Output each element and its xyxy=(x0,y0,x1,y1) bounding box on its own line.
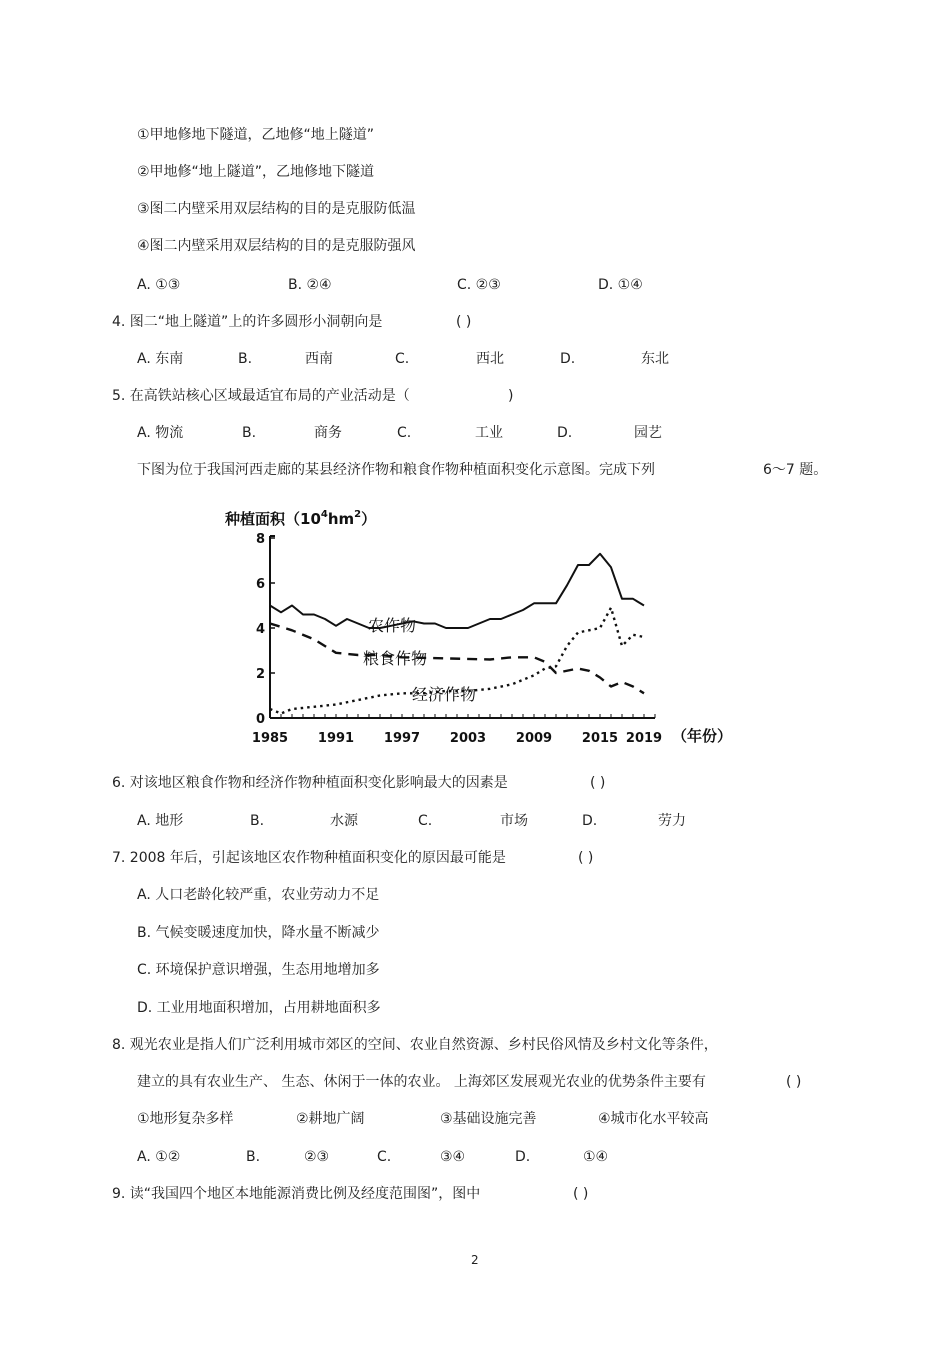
q6-answer-blank: ( ) xyxy=(590,775,606,791)
y-tick-label: 0 xyxy=(256,712,266,727)
q8-item-2: ②耕地广阔 xyxy=(296,1111,365,1127)
series-label-3: 经济作物 xyxy=(412,685,477,704)
statement-4: ④图二内壁采用双层结构的目的是克服防强风 xyxy=(137,238,416,254)
chart-intro-questions: 6～7 题。 xyxy=(763,462,828,478)
q6-option-c-letter: C. xyxy=(418,813,433,829)
q6-option-d-text: 劳力 xyxy=(658,813,686,829)
x-tick-label: 2009 xyxy=(515,731,553,746)
y-axis-label: 种植面积$(10^4hm^2)$ xyxy=(225,509,377,528)
x-tick-label: 1991 xyxy=(317,731,355,746)
q7-stem: 7. 2008 年后，引起该地区农作物种植面积变化的原因最可能是 xyxy=(112,850,506,866)
q8-stem-continued: 建立的具有农业生产、 生态、休闲于一体的农业。 上海郊区发展观光农业的优势条件主要有 xyxy=(137,1074,706,1090)
q5-option-c-text: 工业 xyxy=(475,425,503,441)
q3-option-c: C. ②③ xyxy=(457,277,501,293)
x-tick-label: 1985 xyxy=(251,731,289,746)
series-label-2: 粮食作物 xyxy=(363,649,428,668)
q8-answer-blank: ( ) xyxy=(786,1074,802,1090)
x-tick-label: 2019 xyxy=(625,731,663,746)
y-tick-label: 2 xyxy=(256,667,266,682)
q5-stem: 5. 在高铁站核心区域最适宜布局的产业活动是（ xyxy=(112,388,410,404)
q8-option-b-letter: B. xyxy=(246,1149,261,1165)
q4-option-b-text: 西南 xyxy=(305,351,333,367)
q7-option-c: C. 环境保护意识增强，生态用地增加多 xyxy=(137,962,380,978)
q3-option-b: B. ②④ xyxy=(288,277,332,293)
y-tick-label: 6 xyxy=(256,577,266,592)
planting-area-chart xyxy=(215,500,745,760)
x-tick-label: 2015 xyxy=(581,731,619,746)
chart-intro: 下图为位于我国河西走廊的某县经济作物和粮食作物种植面积变化示意图。完成下列 xyxy=(137,462,655,478)
q5-option-b-letter: B. xyxy=(242,425,257,441)
y-tick-label: 4 xyxy=(256,622,266,637)
q7-option-d: D. 工业用地面积增加，占用耕地面积多 xyxy=(137,1000,381,1016)
q3-option-d: D. ①④ xyxy=(598,277,643,293)
q8-item-3: ③基础设施完善 xyxy=(440,1111,537,1127)
q8-option-b-text: ②③ xyxy=(304,1149,330,1165)
q6-option-d-letter: D. xyxy=(582,813,598,829)
x-tick-label: 1997 xyxy=(383,731,421,746)
q4-option-b-letter: B. xyxy=(238,351,253,367)
q4-option-c-text: 西北 xyxy=(476,351,504,367)
q3-option-a: A. ①③ xyxy=(137,277,181,293)
statement-2: ②甲地修“地上隧道”，乙地修地下隧道 xyxy=(137,164,375,180)
q5-answer-blank: ) xyxy=(508,388,514,404)
page-number: 2 xyxy=(471,1253,479,1267)
q5-option-c-letter: C. xyxy=(397,425,412,441)
q8-stem: 8. 观光农业是指人们广泛利用城市郊区的空间、农业自然资源、乡村民俗风情及乡村文化等条件， xyxy=(112,1037,718,1053)
statement-3: ③图二内壁采用双层结构的目的是克服防低温 xyxy=(137,201,416,217)
q6-option-c-text: 市场 xyxy=(500,813,528,829)
q4-option-d-letter: D. xyxy=(560,351,576,367)
q7-option-b: B. 气候变暖速度加快，降水量不断减少 xyxy=(137,925,380,941)
q8-option-c-text: ③④ xyxy=(440,1149,466,1165)
series-line-1 xyxy=(270,554,644,628)
q4-option-a: A. 东南 xyxy=(137,351,184,367)
q5-option-b-text: 商务 xyxy=(314,425,342,441)
q4-option-d-text: 东北 xyxy=(641,351,669,367)
q8-item-1: ①地形复杂多样 xyxy=(137,1111,234,1127)
q9-stem: 9. 读“我国四个地区本地能源消费比例及经度范围图”，图中 xyxy=(112,1186,481,1202)
x-tick-label: 2003 xyxy=(449,731,487,746)
q5-option-a: A. 物流 xyxy=(137,425,184,441)
q7-option-a: A. 人口老龄化较严重，农业劳动力不足 xyxy=(137,887,380,903)
q7-answer-blank: ( ) xyxy=(578,850,594,866)
q4-answer-blank: ( ) xyxy=(456,314,472,330)
series-line-2 xyxy=(270,624,644,694)
q5-option-d-text: 园艺 xyxy=(634,425,662,441)
q6-stem: 6. 对该地区粮食作物和经济作物种植面积变化影响最大的因素是 xyxy=(112,775,508,791)
q8-item-4: ④城市化水平较高 xyxy=(598,1111,709,1127)
q8-option-a: A. ①② xyxy=(137,1149,181,1165)
q8-option-d-text: ①④ xyxy=(583,1149,609,1165)
y-tick-label: 8 xyxy=(256,532,266,547)
q8-option-c-letter: C. xyxy=(377,1149,392,1165)
statement-1: ①甲地修地下隧道，乙地修“地上隧道” xyxy=(137,127,375,143)
q6-option-b-letter: B. xyxy=(250,813,265,829)
q4-option-c-letter: C. xyxy=(395,351,410,367)
x-axis-label: （年份） xyxy=(672,727,733,745)
q4-stem: 4. 图二“地上隧道”上的许多圆形小洞朝向是 xyxy=(112,314,383,330)
q9-answer-blank: ( ) xyxy=(573,1186,589,1202)
q5-option-d-letter: D. xyxy=(557,425,573,441)
series-label-1: 农作物 xyxy=(368,616,417,635)
q8-option-d-letter: D. xyxy=(515,1149,531,1165)
q6-option-a: A. 地形 xyxy=(137,813,184,829)
q6-option-b-text: 水源 xyxy=(330,813,358,829)
